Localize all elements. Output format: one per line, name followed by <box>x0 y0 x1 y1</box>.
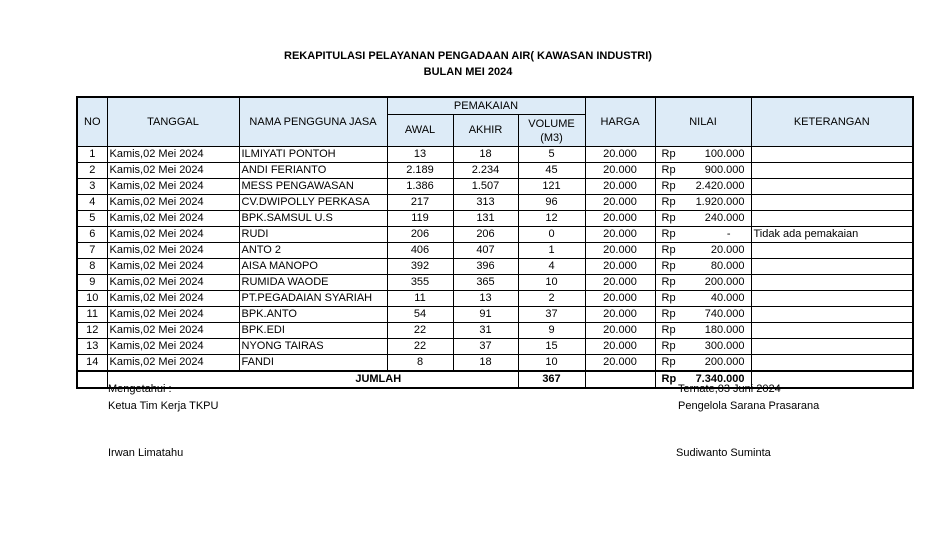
header-akhir: AKHIR <box>453 115 518 147</box>
total-label: JUMLAH <box>239 371 518 388</box>
row-awal: 392 <box>387 259 453 275</box>
row-keterangan <box>751 323 913 339</box>
row-keterangan <box>751 163 913 179</box>
row-harga: 20.000 <box>585 323 655 339</box>
row-currency: Rp <box>661 340 676 352</box>
row-nama: MESS PENGAWASAN <box>239 179 387 195</box>
row-akhir: 18 <box>453 147 518 163</box>
row-nilai-cell <box>655 227 751 243</box>
row-nama: FANDI <box>239 355 387 372</box>
row-awal: 1.386 <box>387 179 453 195</box>
row-nilai: 240.000 <box>704 212 745 224</box>
row-akhir: 37 <box>453 339 518 355</box>
header-tanggal: TANGGAL <box>107 97 239 147</box>
header-nama: NAMA PENGGUNA JASA <box>239 97 387 147</box>
row-nilai-cell <box>655 179 751 195</box>
row-harga: 20.000 <box>585 227 655 243</box>
header-volume <box>518 115 585 147</box>
row-tanggal: Kamis,02 Mei 2024 <box>107 243 239 259</box>
row-nama: ANTO 2 <box>239 243 387 259</box>
header-keterangan: KETERANGAN <box>751 97 913 147</box>
row-no: 3 <box>77 179 107 195</box>
row-no: 1 <box>77 147 107 163</box>
row-volume: 5 <box>518 147 585 163</box>
row-harga: 20.000 <box>585 163 655 179</box>
row-akhir: 1.507 <box>453 179 518 195</box>
row-currency: Rp <box>661 292 676 304</box>
row-nilai: 100.000 <box>704 148 745 160</box>
right-signer-name: Sudiwanto Suminta <box>676 447 771 459</box>
row-awal: 11 <box>387 291 453 307</box>
total-currency: Rp <box>661 373 677 385</box>
row-nama: NYONG TAIRAS <box>239 339 387 355</box>
row-nilai: 2.420.000 <box>695 180 745 192</box>
row-tanggal: Kamis,02 Mei 2024 <box>107 147 239 163</box>
row-keterangan <box>751 355 913 372</box>
header-volume-unit: (M3) <box>540 131 563 144</box>
row-nilai-cell <box>655 243 751 259</box>
table-row <box>77 339 913 355</box>
row-nilai: 40.000 <box>710 292 745 304</box>
row-harga: 20.000 <box>585 307 655 323</box>
row-awal: 217 <box>387 195 453 211</box>
row-volume: 121 <box>518 179 585 195</box>
row-akhir: 18 <box>453 355 518 372</box>
row-tanggal: Kamis,02 Mei 2024 <box>107 307 239 323</box>
row-keterangan <box>751 259 913 275</box>
row-volume: 45 <box>518 163 585 179</box>
header-no: NO <box>77 97 107 147</box>
row-nilai-cell <box>655 339 751 355</box>
row-akhir: 91 <box>453 307 518 323</box>
row-currency: Rp <box>661 212 676 224</box>
row-no: 2 <box>77 163 107 179</box>
row-tanggal: Kamis,02 Mei 2024 <box>107 291 239 307</box>
table-row <box>77 147 913 163</box>
row-nama: BPK.EDI <box>239 323 387 339</box>
row-nilai: 1.920.000 <box>695 196 745 208</box>
row-nilai: 200.000 <box>704 356 745 368</box>
row-no: 12 <box>77 323 107 339</box>
table-row <box>77 195 913 211</box>
right-place-date: Ternate,03 Juni 2024 <box>678 383 781 395</box>
row-tanggal: Kamis,02 Mei 2024 <box>107 259 239 275</box>
row-harga: 20.000 <box>585 355 655 372</box>
row-nilai-cell <box>655 355 751 372</box>
table-row <box>77 355 913 372</box>
row-nilai-cell <box>655 163 751 179</box>
row-volume: 37 <box>518 307 585 323</box>
table-row <box>77 163 913 179</box>
row-nama: BPK.SAMSUL U.S <box>239 211 387 227</box>
row-awal: 2.189 <box>387 163 453 179</box>
row-no: 7 <box>77 243 107 259</box>
total-volume: 367 <box>518 371 585 388</box>
row-keterangan <box>751 147 913 163</box>
row-currency: Rp <box>661 164 676 176</box>
row-nama: PT.PEGADAIAN SYARIAH <box>239 291 387 307</box>
row-keterangan <box>751 275 913 291</box>
row-nilai-cell <box>655 147 751 163</box>
row-no: 10 <box>77 291 107 307</box>
table-row <box>77 275 913 291</box>
row-harga: 20.000 <box>585 147 655 163</box>
row-tanggal: Kamis,02 Mei 2024 <box>107 195 239 211</box>
row-awal: 406 <box>387 243 453 259</box>
row-harga: 20.000 <box>585 275 655 291</box>
report-title: REKAPITULASI PELAYANAN PENGADAAN AIR( KAWASAN INDUSTRI) <box>284 50 652 62</box>
row-volume: 12 <box>518 211 585 227</box>
row-nama: AISA MANOPO <box>239 259 387 275</box>
row-harga: 20.000 <box>585 291 655 307</box>
row-nilai: 20.000 <box>710 244 745 256</box>
header-harga: HARGA <box>585 97 655 147</box>
row-keterangan <box>751 339 913 355</box>
total-nilai: 7.340.000 <box>695 373 745 385</box>
row-harga: 20.000 <box>585 339 655 355</box>
row-harga: 20.000 <box>585 259 655 275</box>
row-nilai-cell <box>655 195 751 211</box>
row-tanggal: Kamis,02 Mei 2024 <box>107 179 239 195</box>
water-service-table <box>76 96 914 389</box>
row-nama: ILMIYATI PONTOH <box>239 147 387 163</box>
table-row <box>77 179 913 195</box>
row-tanggal: Kamis,02 Mei 2024 <box>107 163 239 179</box>
row-awal: 54 <box>387 307 453 323</box>
row-akhir: 396 <box>453 259 518 275</box>
table-row <box>77 307 913 323</box>
table-row <box>77 291 913 307</box>
row-nilai: 80.000 <box>710 260 745 272</box>
row-nama: RUDI <box>239 227 387 243</box>
row-currency: Rp <box>661 244 676 256</box>
row-no: 5 <box>77 211 107 227</box>
left-signer-name: Irwan Limatahu <box>108 447 184 459</box>
header-pemakaian: PEMAKAIAN <box>387 97 585 115</box>
row-akhir: 365 <box>453 275 518 291</box>
row-awal: 206 <box>387 227 453 243</box>
table-row <box>77 211 913 227</box>
row-akhir: 206 <box>453 227 518 243</box>
row-awal: 22 <box>387 323 453 339</box>
header-awal: AWAL <box>387 115 453 147</box>
row-nama: RUMIDA WAODE <box>239 275 387 291</box>
row-awal: 355 <box>387 275 453 291</box>
row-keterangan <box>751 291 913 307</box>
row-akhir: 407 <box>453 243 518 259</box>
report-subtitle: BULAN MEI 2024 <box>423 66 513 78</box>
row-currency: Rp <box>661 356 676 368</box>
row-akhir: 31 <box>453 323 518 339</box>
row-currency: Rp <box>661 308 676 320</box>
row-harga: 20.000 <box>585 211 655 227</box>
total-row <box>77 371 913 388</box>
row-no: 6 <box>77 227 107 243</box>
row-volume: 2 <box>518 291 585 307</box>
row-keterangan <box>751 195 913 211</box>
row-keterangan: Tidak ada pemakaian <box>751 227 913 243</box>
left-role: Ketua Tim Kerja TKPU <box>108 400 219 412</box>
row-tanggal: Kamis,02 Mei 2024 <box>107 227 239 243</box>
row-nama: ANDI FERIANTO <box>239 163 387 179</box>
row-nilai-cell <box>655 323 751 339</box>
row-no: 14 <box>77 355 107 372</box>
row-currency: Rp <box>661 148 676 160</box>
row-currency: Rp <box>661 196 676 208</box>
table-row <box>77 323 913 339</box>
row-tanggal: Kamis,02 Mei 2024 <box>107 355 239 372</box>
row-nilai-cell <box>655 307 751 323</box>
row-nilai: 180.000 <box>704 324 745 336</box>
row-volume: 96 <box>518 195 585 211</box>
row-akhir: 2.234 <box>453 163 518 179</box>
row-no: 13 <box>77 339 107 355</box>
row-awal: 13 <box>387 147 453 163</box>
row-volume: 0 <box>518 227 585 243</box>
row-no: 11 <box>77 307 107 323</box>
row-tanggal: Kamis,02 Mei 2024 <box>107 339 239 355</box>
row-volume: 9 <box>518 323 585 339</box>
row-nilai: 300.000 <box>704 340 745 352</box>
row-nama: BPK.ANTO <box>239 307 387 323</box>
row-nilai-cell <box>655 275 751 291</box>
left-caption: Mengetahui : <box>108 383 172 395</box>
row-nilai: - <box>726 228 731 240</box>
row-akhir: 131 <box>453 211 518 227</box>
row-tanggal: Kamis,02 Mei 2024 <box>107 275 239 291</box>
row-currency: Rp <box>661 260 676 272</box>
row-akhir: 13 <box>453 291 518 307</box>
row-currency: Rp <box>661 324 676 336</box>
row-nilai: 200.000 <box>704 276 745 288</box>
header-volume-label: VOLUME <box>528 117 575 130</box>
row-keterangan <box>751 307 913 323</box>
row-volume: 10 <box>518 275 585 291</box>
row-harga: 20.000 <box>585 243 655 259</box>
row-keterangan <box>751 243 913 259</box>
row-awal: 22 <box>387 339 453 355</box>
row-awal: 119 <box>387 211 453 227</box>
row-volume: 4 <box>518 259 585 275</box>
row-nilai-cell <box>655 291 751 307</box>
right-role: Pengelola Sarana Prasarana <box>678 400 820 412</box>
row-harga: 20.000 <box>585 195 655 211</box>
row-awal: 8 <box>387 355 453 372</box>
row-currency: Rp <box>661 228 676 240</box>
table-row <box>77 259 913 275</box>
row-tanggal: Kamis,02 Mei 2024 <box>107 211 239 227</box>
row-nilai: 740.000 <box>704 308 745 320</box>
row-harga: 20.000 <box>585 179 655 195</box>
row-volume: 15 <box>518 339 585 355</box>
table-row <box>77 243 913 259</box>
row-nilai-cell <box>655 259 751 275</box>
row-no: 9 <box>77 275 107 291</box>
row-keterangan <box>751 211 913 227</box>
row-no: 4 <box>77 195 107 211</box>
row-nilai-cell <box>655 211 751 227</box>
row-volume: 1 <box>518 243 585 259</box>
row-nama: CV.DWIPOLLY PERKASA <box>239 195 387 211</box>
row-nilai: 900.000 <box>704 164 745 176</box>
row-currency: Rp <box>661 180 676 192</box>
row-currency: Rp <box>661 276 676 288</box>
table-body <box>77 147 913 372</box>
row-keterangan <box>751 179 913 195</box>
row-tanggal: Kamis,02 Mei 2024 <box>107 323 239 339</box>
table-row <box>77 227 913 243</box>
row-no: 8 <box>77 259 107 275</box>
header-nilai: NILAI <box>655 97 751 147</box>
row-akhir: 313 <box>453 195 518 211</box>
row-volume: 10 <box>518 355 585 372</box>
